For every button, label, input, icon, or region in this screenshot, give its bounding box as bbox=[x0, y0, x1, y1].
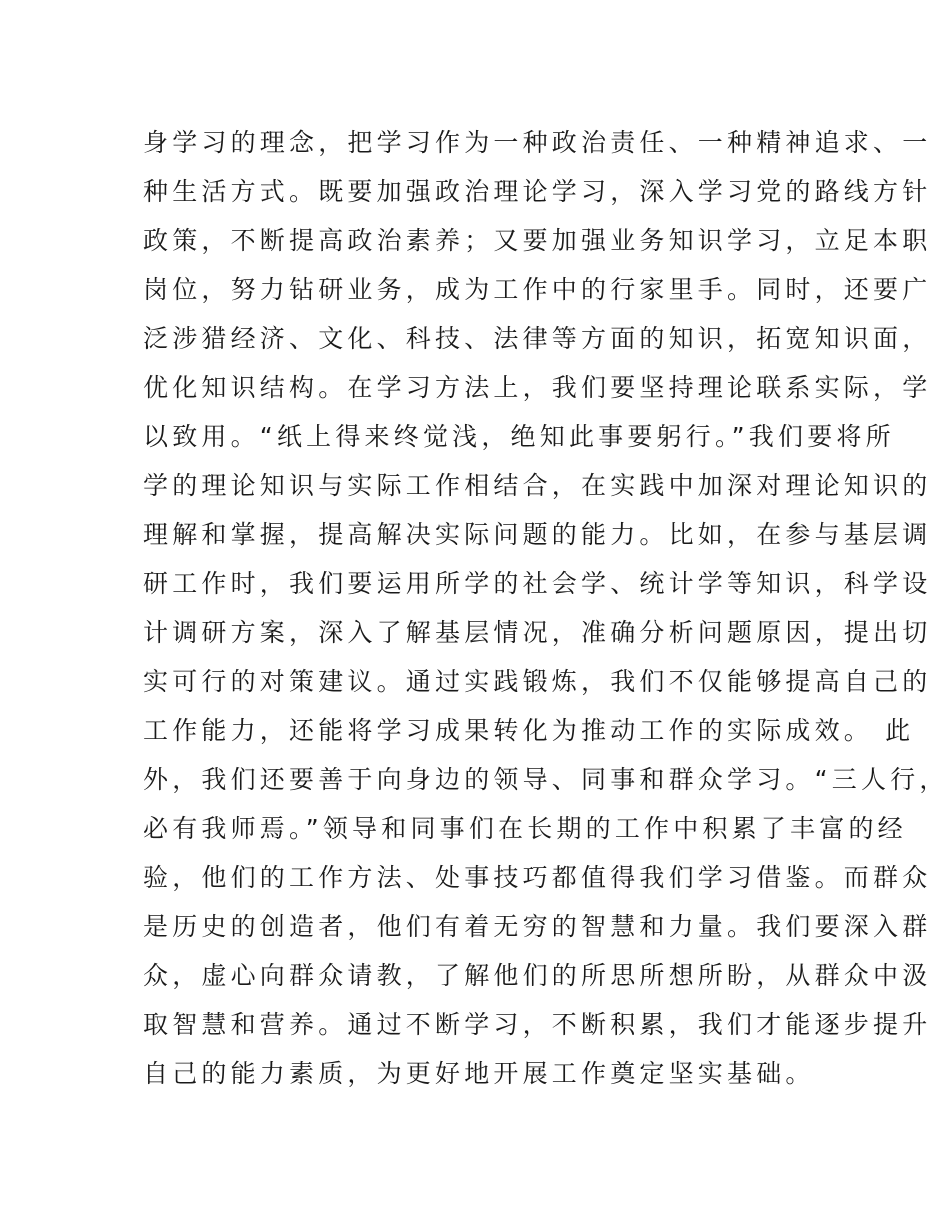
text-line-20: 自己的能力素质，为更好地开展工作奠定坚实基础。 bbox=[143, 1059, 815, 1088]
text-line-18: 众，虚心向群众请教，了解他们的所思所想所盼，从群众中汲 bbox=[143, 961, 932, 990]
text-line-14: 外，我们还要善于向身边的领导、同事和群众学习。“三人行， bbox=[143, 765, 949, 794]
text-line-12: 实可行的对策建议。通过实践锻炼，我们不仅能够提高自己的 bbox=[143, 667, 932, 696]
text-line-10: 研工作时，我们要运用所学的社会学、统计学等知识，科学设 bbox=[143, 569, 932, 598]
text-line-15: 必有我师焉。”领导和同事们在长期的工作中积累了丰富的经 bbox=[143, 814, 907, 843]
text-line-5: 泛涉猎经济、文化、科技、法律等方面的知识，拓宽知识面， bbox=[143, 324, 932, 353]
text-line-19: 取智慧和营养。通过不断学习，不断积累，我们才能逐步提升 bbox=[143, 1010, 932, 1039]
text-line-3: 政策，不断提高政治素养；又要加强业务知识学习，立足本职 bbox=[143, 226, 932, 255]
text-line-13: 工作能力，还能将学习成果转化为推动工作的实际成效。 此 bbox=[143, 716, 915, 745]
text-line-9: 理解和掌握，提高解决实际问题的能力。比如，在参与基层调 bbox=[143, 520, 932, 549]
text-line-17: 是历史的创造者，他们有着无穷的智慧和力量。我们要深入群 bbox=[143, 912, 932, 941]
text-line-8: 学的理论知识与实际工作相结合，在实践中加深对理论知识的 bbox=[143, 471, 932, 500]
text-line-4: 岗位，努力钻研业务，成为工作中的行家里手。同时，还要广 bbox=[143, 275, 932, 304]
text-line-11: 计调研方案，深入了解基层情况，准确分析问题原因，提出切 bbox=[143, 618, 932, 647]
text-line-1: 身学习的理念，把学习作为一种政治责任、一种精神追求、一 bbox=[143, 128, 932, 157]
text-line-7: 以致用。“纸上得来终觉浅，绝知此事要躬行。”我们要将所 bbox=[143, 422, 895, 451]
text-line-6: 优化知识结构。在学习方法上，我们要坚持理论联系实际，学 bbox=[143, 373, 932, 402]
body-text bbox=[143, 118, 949, 1098]
text-line-2: 种生活方式。既要加强政治理论学习，深入学习党的路线方针 bbox=[143, 177, 932, 206]
text-line-16: 验，他们的工作方法、处事技巧都值得我们学习借鉴。而群众 bbox=[143, 863, 932, 892]
